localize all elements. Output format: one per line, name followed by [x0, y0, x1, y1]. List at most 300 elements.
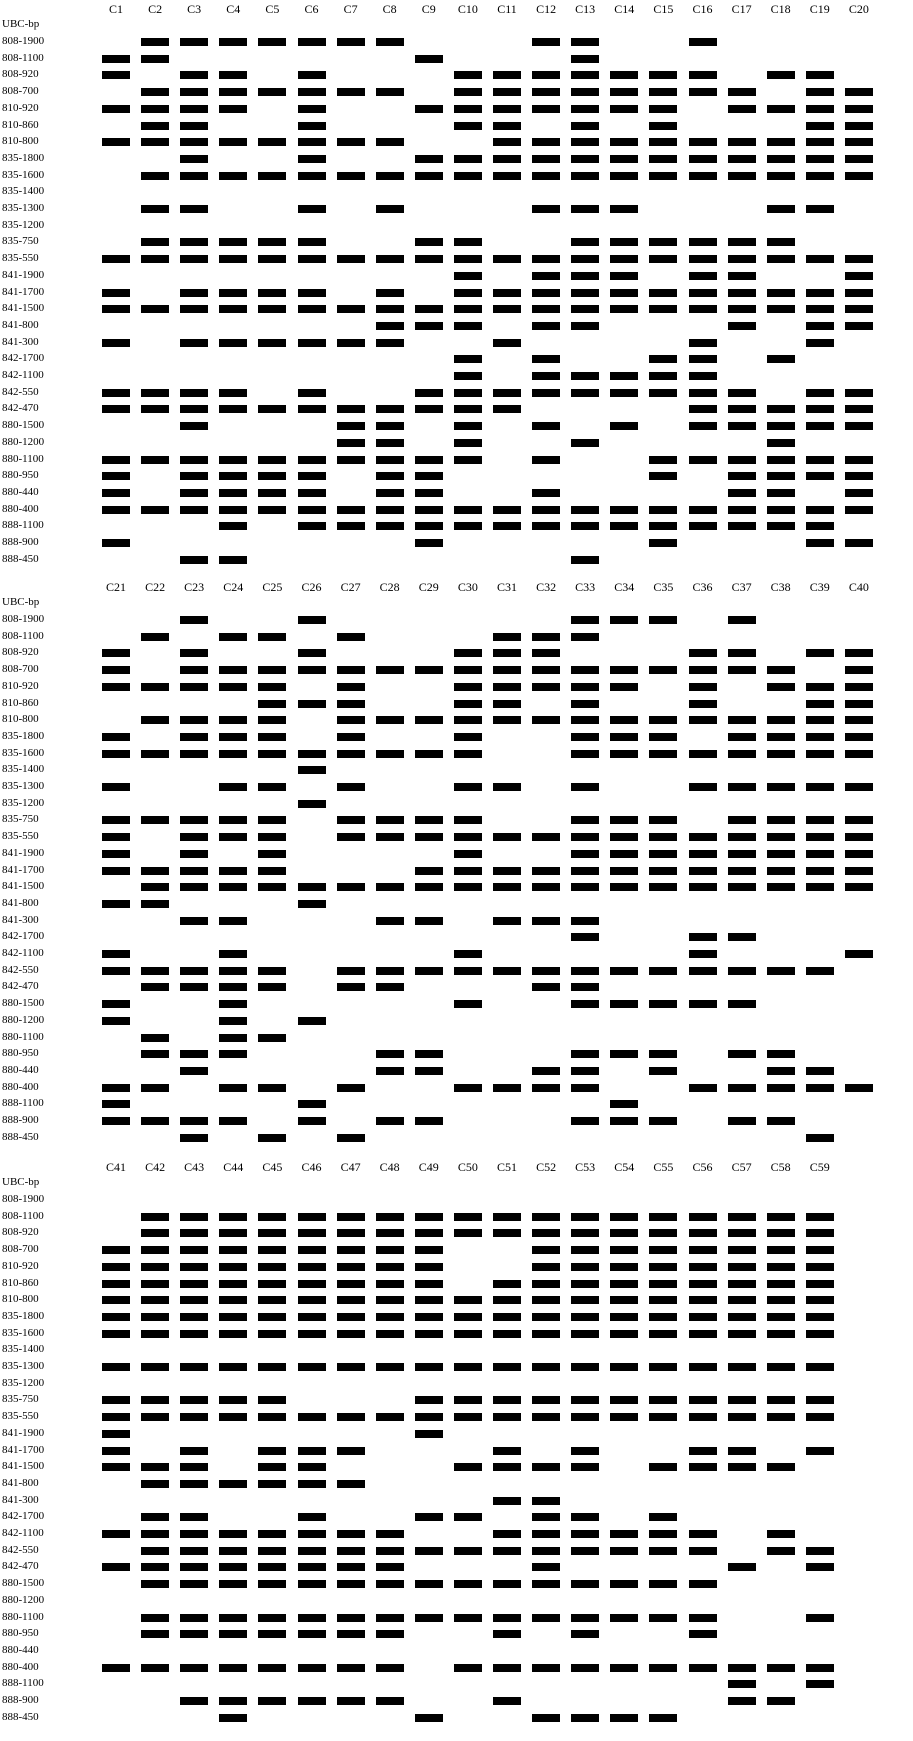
band-present — [454, 389, 482, 397]
band-present — [376, 1614, 404, 1622]
band-present — [415, 405, 443, 413]
band-present — [649, 1313, 677, 1321]
band-present — [610, 850, 638, 858]
band-present — [728, 1229, 756, 1237]
band-present — [806, 783, 834, 791]
band-present — [610, 1530, 638, 1538]
band-present — [415, 883, 443, 891]
band-present — [728, 422, 756, 430]
marker-label: 808-1100 — [2, 629, 44, 642]
column-header: C57 — [731, 1160, 752, 1174]
band-present — [102, 1084, 130, 1092]
band-present — [180, 733, 208, 741]
band-present — [493, 1396, 521, 1404]
band-present — [806, 1547, 834, 1555]
band-present — [454, 172, 482, 180]
band-present — [845, 867, 873, 875]
band-present — [845, 272, 873, 280]
band-present — [610, 716, 638, 724]
band-present — [180, 556, 208, 564]
band-present — [767, 1246, 795, 1254]
band-present — [689, 850, 717, 858]
marker-label: 888-1100 — [2, 1097, 44, 1110]
column-header: C19 — [809, 2, 830, 16]
band-present — [298, 339, 326, 347]
column-header: C23 — [184, 580, 205, 594]
band-present — [219, 833, 247, 841]
marker-label: 880-440 — [2, 1063, 39, 1076]
marker-label: 880-400 — [2, 1080, 39, 1093]
band-present — [649, 1263, 677, 1271]
band-present — [180, 105, 208, 113]
band-present — [767, 472, 795, 480]
band-present — [532, 272, 560, 280]
band-present — [219, 1313, 247, 1321]
band-present — [454, 1000, 482, 1008]
band-present — [845, 683, 873, 691]
marker-label: 888-450 — [2, 1130, 39, 1143]
band-present — [180, 205, 208, 213]
band-present — [102, 867, 130, 875]
band-present — [337, 833, 365, 841]
band-present — [532, 1363, 560, 1371]
band-present — [337, 138, 365, 146]
band-present — [219, 105, 247, 113]
band-present — [689, 700, 717, 708]
band-present — [102, 783, 130, 791]
band-present — [376, 1363, 404, 1371]
band-present — [493, 1697, 521, 1705]
marker-label: 835-750 — [2, 813, 39, 826]
band-present — [102, 1263, 130, 1271]
band-present — [571, 1280, 599, 1288]
band-present — [689, 750, 717, 758]
band-present — [571, 1296, 599, 1304]
marker-label: 841-1700 — [2, 1443, 45, 1456]
band-present — [219, 917, 247, 925]
band-present — [493, 522, 521, 530]
band-present — [258, 1280, 286, 1288]
band-present — [649, 1463, 677, 1471]
band-present — [571, 205, 599, 213]
row-header-label: UBC-bp — [2, 18, 40, 30]
band-present — [219, 522, 247, 530]
band-present — [219, 716, 247, 724]
band-present — [180, 122, 208, 130]
marker-label: 835-1400 — [2, 1343, 45, 1356]
band-present — [258, 833, 286, 841]
band-present — [845, 816, 873, 824]
band-present — [610, 666, 638, 674]
band-present — [141, 1117, 169, 1125]
band-present — [728, 1296, 756, 1304]
band-present — [141, 867, 169, 875]
band-present — [337, 1134, 365, 1142]
band-present — [376, 1263, 404, 1271]
band-present — [728, 1280, 756, 1288]
band-present — [415, 1229, 443, 1237]
band-present — [102, 1117, 130, 1125]
band-present — [258, 1263, 286, 1271]
band-present — [806, 649, 834, 657]
band-present — [219, 783, 247, 791]
band-present — [219, 1117, 247, 1125]
column-header: C36 — [692, 580, 713, 594]
band-present — [532, 172, 560, 180]
band-present — [689, 506, 717, 514]
band-present — [728, 1563, 756, 1571]
column-header: C40 — [848, 580, 869, 594]
band-present — [571, 88, 599, 96]
band-present — [806, 322, 834, 330]
band-present — [689, 272, 717, 280]
band-present — [532, 1246, 560, 1254]
band-present — [610, 1614, 638, 1622]
band-present — [610, 1664, 638, 1672]
band-present — [415, 833, 443, 841]
band-present — [376, 1067, 404, 1075]
band-present — [493, 1664, 521, 1672]
band-present — [806, 71, 834, 79]
marker-label: 808-1100 — [2, 51, 44, 64]
marker-label: 835-1300 — [2, 1360, 45, 1372]
band-present — [141, 683, 169, 691]
band-present — [532, 1213, 560, 1221]
band-present — [180, 1413, 208, 1421]
band-present — [298, 1263, 326, 1271]
band-present — [180, 683, 208, 691]
band-present — [454, 322, 482, 330]
band-present — [141, 1246, 169, 1254]
band-present — [337, 405, 365, 413]
band-present — [258, 1614, 286, 1622]
band-present — [141, 238, 169, 246]
column-header: C26 — [301, 580, 322, 594]
band-present — [689, 38, 717, 46]
band-present — [649, 850, 677, 858]
band-present — [141, 1213, 169, 1221]
band-present — [571, 556, 599, 564]
band-present — [180, 883, 208, 891]
band-present — [532, 649, 560, 657]
band-present — [728, 1213, 756, 1221]
band-present — [376, 289, 404, 297]
band-present — [376, 1213, 404, 1221]
band-present — [337, 1630, 365, 1638]
band-present — [610, 1313, 638, 1321]
band-present — [376, 1530, 404, 1538]
band-present — [415, 255, 443, 263]
band-present — [258, 666, 286, 674]
band-present — [258, 38, 286, 46]
band-present — [493, 1447, 521, 1455]
band-present — [180, 1296, 208, 1304]
band-present — [649, 967, 677, 975]
band-present — [180, 71, 208, 79]
band-present — [219, 1246, 247, 1254]
band-present — [376, 1580, 404, 1588]
band-present — [376, 1296, 404, 1304]
band-present — [298, 1363, 326, 1371]
band-present — [258, 633, 286, 641]
band-present — [102, 833, 130, 841]
marker-label: 842-1100 — [2, 947, 44, 959]
band-present — [728, 305, 756, 313]
band-present — [102, 750, 130, 758]
band-present — [219, 305, 247, 313]
band-present — [845, 456, 873, 464]
band-present — [180, 1447, 208, 1455]
band-present — [532, 506, 560, 514]
marker-label: 810-860 — [2, 118, 39, 131]
band-present — [102, 472, 130, 480]
band-present — [141, 1313, 169, 1321]
band-present — [689, 683, 717, 691]
band-present — [298, 1413, 326, 1421]
band-present — [610, 88, 638, 96]
band-present — [258, 1084, 286, 1092]
band-present — [219, 389, 247, 397]
band-present — [219, 1413, 247, 1421]
band-present — [649, 1296, 677, 1304]
band-present — [532, 1330, 560, 1338]
band-present — [102, 71, 130, 79]
band-present — [571, 1084, 599, 1092]
marker-label: 888-450 — [2, 552, 39, 565]
band-present — [454, 1084, 482, 1092]
band-present — [219, 1664, 247, 1672]
band-present — [298, 1296, 326, 1304]
band-present — [337, 172, 365, 180]
column-header: C54 — [614, 1160, 635, 1174]
band-present — [845, 472, 873, 480]
band-present — [180, 716, 208, 724]
band-present — [258, 255, 286, 263]
column-header: C51 — [496, 1160, 517, 1174]
band-present — [767, 456, 795, 464]
band-present — [571, 616, 599, 624]
column-header: C10 — [457, 2, 478, 16]
band-present — [689, 1213, 717, 1221]
band-present — [571, 783, 599, 791]
band-present — [610, 1547, 638, 1555]
band-present — [493, 305, 521, 313]
band-present — [258, 783, 286, 791]
band-present — [571, 289, 599, 297]
band-present — [415, 1714, 443, 1722]
band-present — [219, 1017, 247, 1025]
band-present — [337, 1580, 365, 1588]
band-present — [845, 850, 873, 858]
band-present — [649, 1363, 677, 1371]
band-present — [728, 88, 756, 96]
band-present — [571, 1246, 599, 1254]
band-present — [767, 1697, 795, 1705]
band-present — [298, 800, 326, 808]
band-present — [258, 983, 286, 991]
band-present — [806, 205, 834, 213]
band-present — [102, 506, 130, 514]
band-present — [298, 1330, 326, 1338]
band-present — [532, 155, 560, 163]
column-header: C1 — [108, 2, 123, 16]
band-present — [571, 1530, 599, 1538]
band-present — [102, 900, 130, 908]
band-present — [689, 833, 717, 841]
band-present — [689, 355, 717, 363]
band-present — [337, 1363, 365, 1371]
band-present — [728, 1117, 756, 1125]
band-present — [219, 683, 247, 691]
band-present — [767, 405, 795, 413]
band-present — [180, 867, 208, 875]
band-present — [728, 405, 756, 413]
band-present — [454, 289, 482, 297]
band-present — [415, 1313, 443, 1321]
band-present — [728, 138, 756, 146]
band-present — [649, 750, 677, 758]
band-present — [219, 967, 247, 975]
band-present — [806, 1363, 834, 1371]
band-present — [649, 155, 677, 163]
marker-label: 880-440 — [2, 485, 39, 498]
band-present — [649, 105, 677, 113]
band-present — [728, 489, 756, 497]
band-present — [806, 405, 834, 413]
band-present — [258, 1296, 286, 1304]
band-present — [454, 1580, 482, 1588]
band-present — [454, 422, 482, 430]
band-present — [806, 422, 834, 430]
band-present — [767, 833, 795, 841]
band-present — [376, 816, 404, 824]
band-present — [337, 1330, 365, 1338]
band-present — [689, 1229, 717, 1237]
band-present — [219, 489, 247, 497]
marker-label: 841-1500 — [2, 1460, 45, 1473]
marker-label: 880-1100 — [2, 452, 44, 465]
band-present — [141, 1480, 169, 1488]
band-present — [571, 750, 599, 758]
band-present — [767, 355, 795, 363]
band-present — [532, 1547, 560, 1555]
band-present — [845, 489, 873, 497]
band-present — [767, 71, 795, 79]
band-present — [337, 1213, 365, 1221]
marker-label: 842-470 — [2, 402, 39, 415]
band-present — [141, 389, 169, 397]
column-header: C34 — [614, 580, 635, 594]
band-present — [689, 155, 717, 163]
marker-label: 835-1200 — [2, 218, 45, 231]
band-present — [689, 950, 717, 958]
band-present — [102, 683, 130, 691]
band-present — [571, 322, 599, 330]
band-present — [767, 522, 795, 530]
band-present — [219, 38, 247, 46]
band-present — [610, 867, 638, 875]
band-present — [689, 1463, 717, 1471]
band-present — [141, 1280, 169, 1288]
band-present — [376, 983, 404, 991]
band-present — [532, 1229, 560, 1237]
band-present — [806, 967, 834, 975]
band-present — [493, 649, 521, 657]
band-present — [298, 649, 326, 657]
band-present — [415, 456, 443, 464]
marker-label: 835-1600 — [2, 168, 45, 181]
marker-label: 835-1600 — [2, 746, 45, 759]
band-present — [649, 1246, 677, 1254]
band-present — [180, 1213, 208, 1221]
band-present — [532, 983, 560, 991]
band-present — [728, 522, 756, 530]
band-present — [180, 616, 208, 624]
band-present — [571, 1000, 599, 1008]
band-present — [337, 255, 365, 263]
band-present — [180, 289, 208, 297]
band-present — [728, 1330, 756, 1338]
band-present — [219, 1084, 247, 1092]
band-present — [337, 1563, 365, 1571]
band-present — [493, 105, 521, 113]
band-present — [649, 1000, 677, 1008]
band-present — [180, 1134, 208, 1142]
band-present — [767, 750, 795, 758]
band-present — [454, 750, 482, 758]
band-present — [141, 506, 169, 514]
band-present — [454, 733, 482, 741]
band-present — [767, 666, 795, 674]
band-present — [728, 967, 756, 975]
band-present — [337, 1229, 365, 1237]
band-present — [571, 1580, 599, 1588]
band-present — [845, 833, 873, 841]
band-present — [415, 1513, 443, 1521]
band-present — [649, 1664, 677, 1672]
band-present — [689, 1084, 717, 1092]
marker-label: 880-950 — [2, 1627, 39, 1640]
band-present — [219, 1480, 247, 1488]
band-present — [219, 1396, 247, 1404]
band-present — [337, 522, 365, 530]
band-present — [415, 539, 443, 547]
column-header: C30 — [457, 580, 478, 594]
band-present — [689, 666, 717, 674]
band-present — [376, 506, 404, 514]
band-present — [258, 1580, 286, 1588]
band-present — [258, 700, 286, 708]
band-present — [219, 983, 247, 991]
band-present — [610, 205, 638, 213]
band-present — [571, 1067, 599, 1075]
band-present — [180, 750, 208, 758]
column-header: C28 — [379, 580, 400, 594]
band-present — [728, 616, 756, 624]
band-present — [454, 88, 482, 96]
band-present — [298, 522, 326, 530]
band-present — [258, 1697, 286, 1705]
band-present — [415, 1430, 443, 1438]
band-present — [454, 1396, 482, 1404]
band-present — [258, 289, 286, 297]
band-present — [258, 1664, 286, 1672]
band-present — [806, 850, 834, 858]
band-present — [610, 1580, 638, 1588]
band-present — [141, 205, 169, 213]
band-present — [689, 339, 717, 347]
band-present — [102, 255, 130, 263]
